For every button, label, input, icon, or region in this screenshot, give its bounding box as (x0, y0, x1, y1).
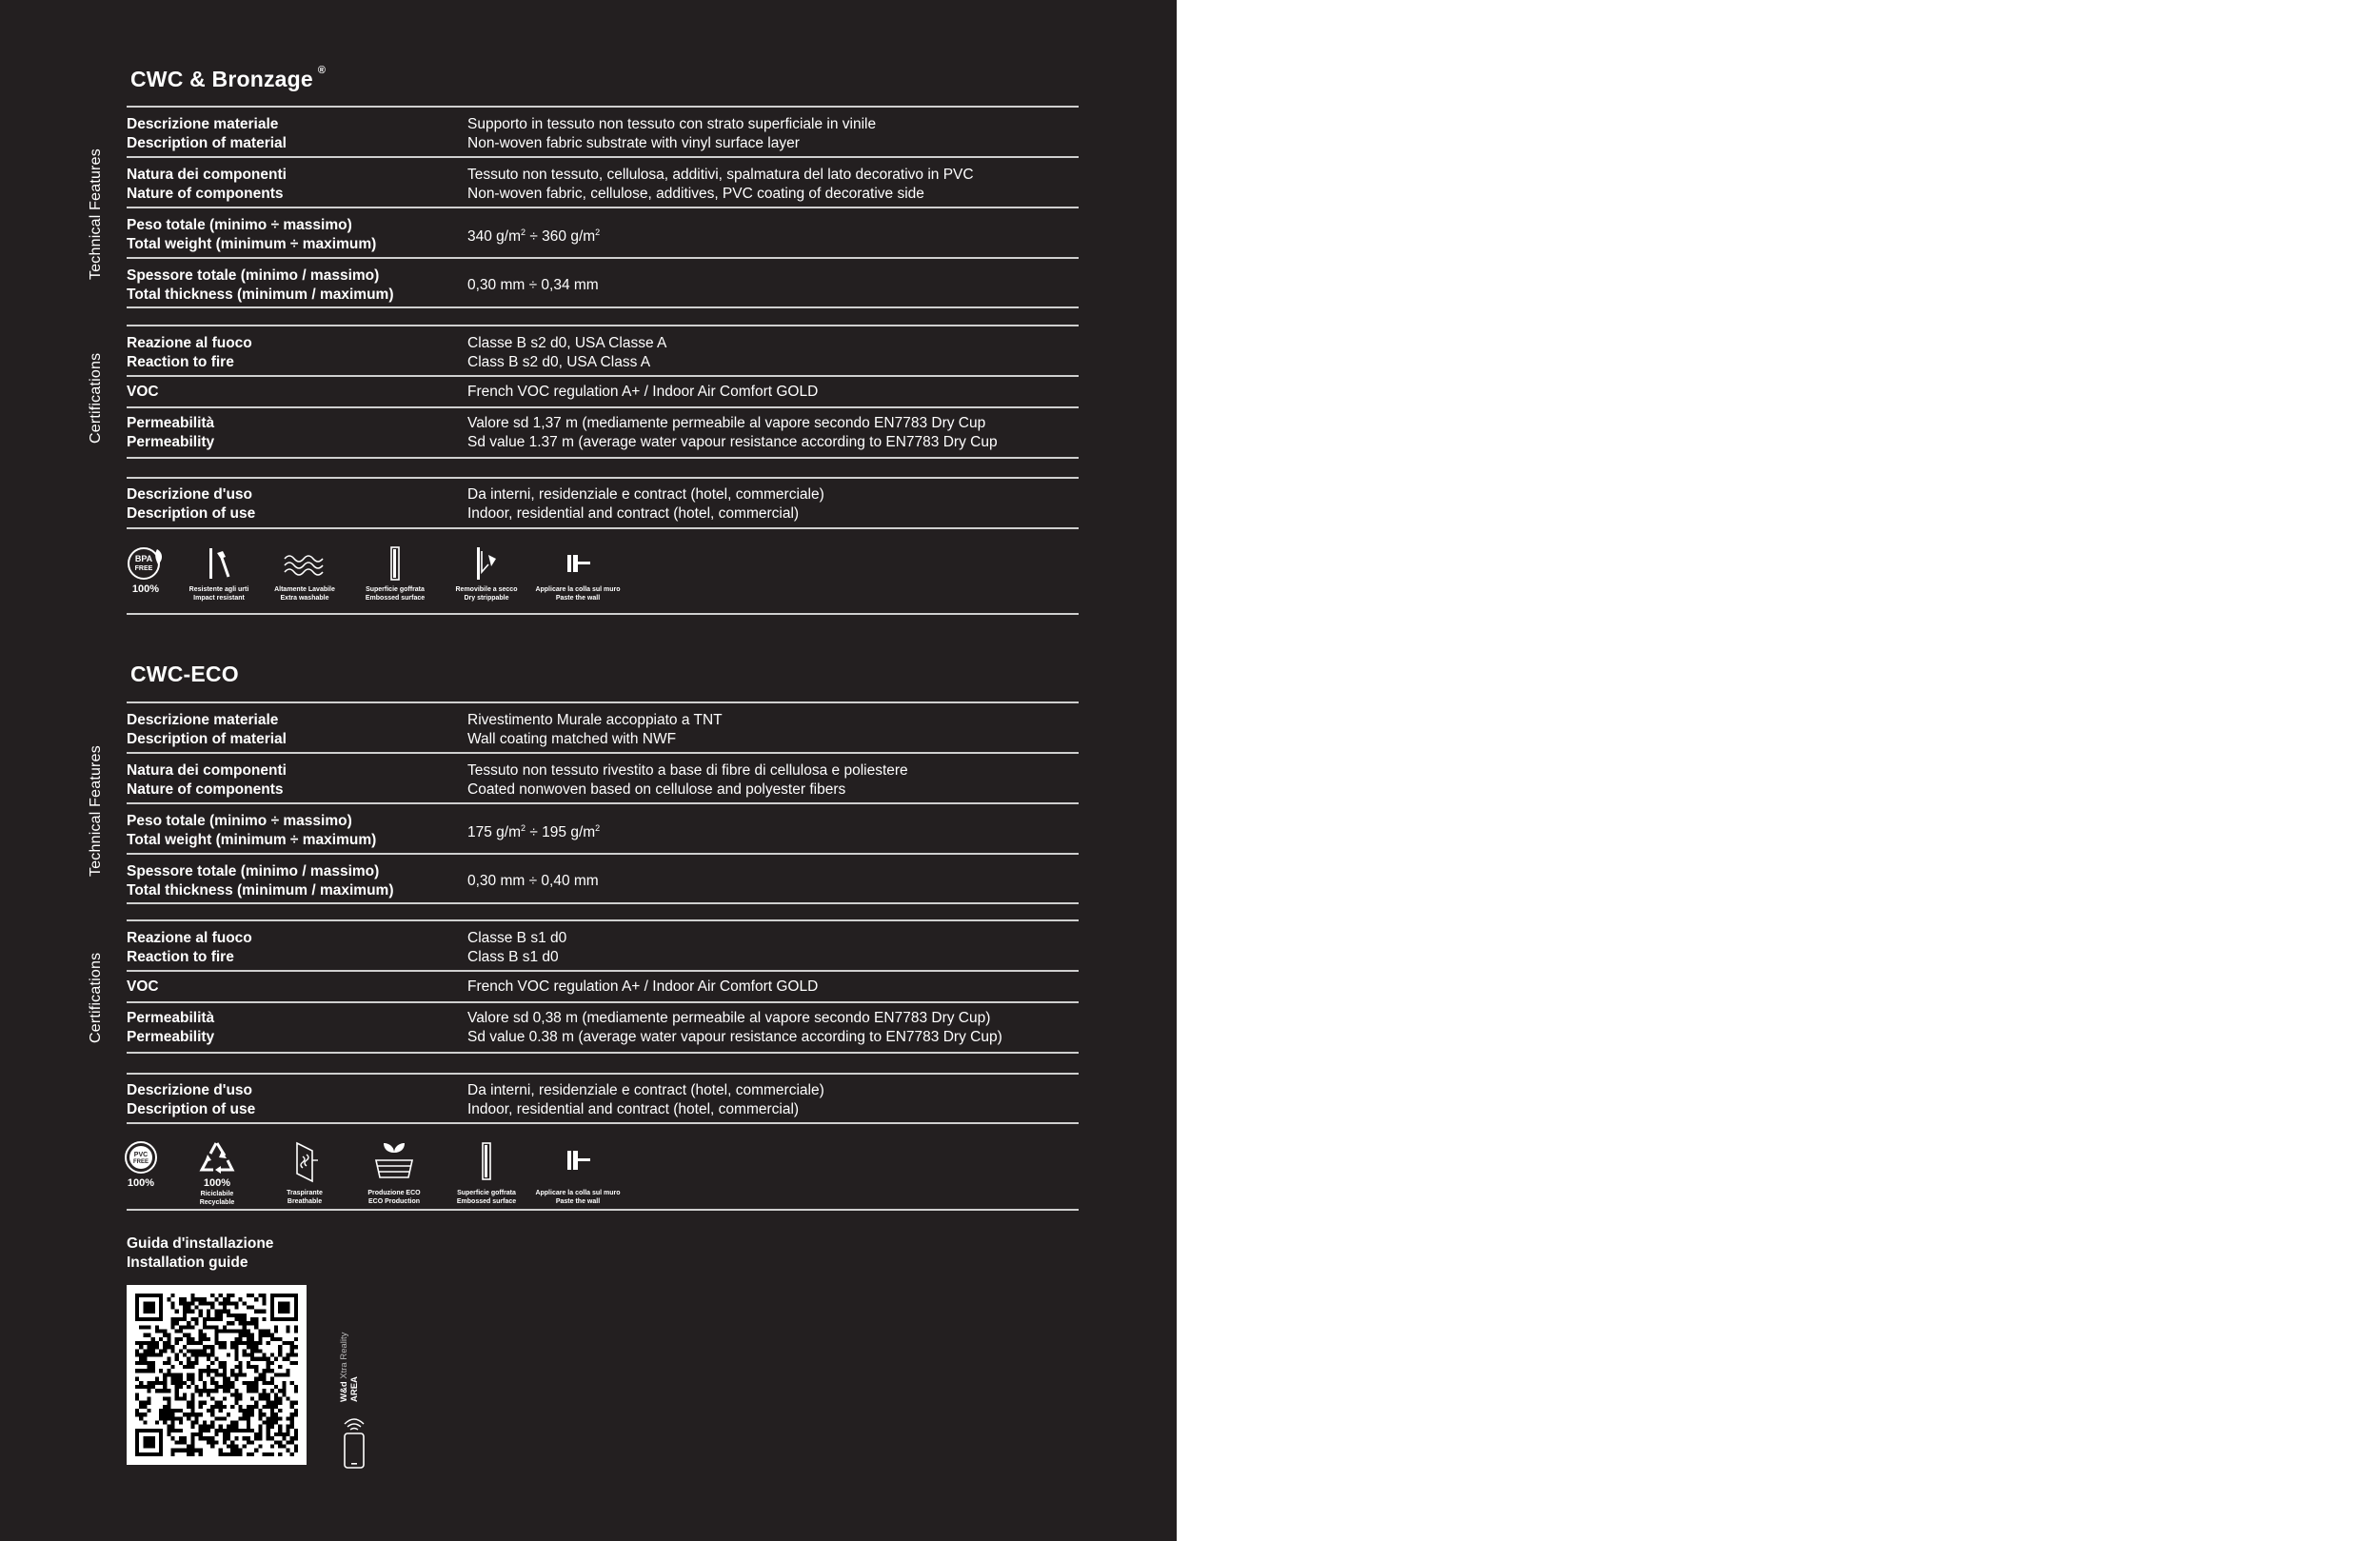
pvc-free-icon (98, 1139, 184, 1189)
row-value: Da interni, residenziale e contract (hotel, commerciale) Indoor, residential and contract (hotel, commercial) (467, 485, 824, 522)
recycle-percent: 100% (203, 1177, 231, 1189)
divider (127, 902, 1079, 904)
side-label-certifications: Certifications (88, 952, 104, 1043)
dry-strippable-icon: Removibile a secco Dry strippable (444, 545, 529, 603)
phone-ar-icon (335, 1413, 373, 1472)
row-label: Descrizione d'uso Description of use (127, 1081, 256, 1117)
row-voc (127, 974, 1079, 1000)
svg-text:FREE: FREE (134, 565, 153, 572)
row-permeability (127, 1006, 1079, 1049)
row-value: Classe B s2 d0, USA Classe A Class B s2 d0, USA Class A (467, 334, 667, 370)
row-value: Supporto in tessuto non tessuto con strato superficiale in vinile Non-woven fabric substrate with vinyl surface layer (467, 115, 877, 151)
qr-code-icon (135, 1294, 298, 1456)
row-voc (127, 379, 1079, 405)
divider (127, 106, 1079, 108)
row-components (127, 163, 1079, 206)
row-value: Classe B s1 d0 Class B s1 d0 (467, 929, 567, 965)
divider (127, 207, 1079, 208)
row-fire (127, 331, 1079, 374)
row-label: Peso totale (minimo ÷ massimo) Total weight (minimum ÷ maximum) (127, 812, 377, 848)
paste-the-wall-icon: Applicare la colla sul muro Paste the wall (535, 545, 621, 603)
row-label: Descrizione materiale Description of material (127, 115, 287, 151)
row-value: Tessuto non tessuto rivestito a base di fibre di cellulosa e poliestere Coated nonwoven based on cellulose and polyester fibers (467, 761, 908, 798)
divider (127, 375, 1079, 377)
breathable-icon: Traspirante Breathable (262, 1139, 347, 1206)
row-material (127, 112, 1079, 155)
divider (127, 1209, 1079, 1211)
divider (127, 701, 1079, 703)
row-label: Spessore totale (minimo / massimo) Total thickness (minimum / maximum) (127, 267, 394, 303)
row-thickness (127, 859, 1079, 902)
section1-title-text: CWC & Bronzage (130, 67, 313, 91)
row-components (127, 759, 1079, 801)
divider (127, 156, 1079, 158)
row-value: 175 $g/m^2 \div 195$ $g/m^2$ (467, 823, 601, 840)
recyclable-icon: 100% Riciclabile Recyclable (174, 1139, 260, 1207)
row-label: Permeabilità Permeability (127, 1009, 215, 1045)
divider (127, 1122, 1079, 1124)
row-label: Reazione al fuoco Reaction to fire (127, 334, 252, 370)
divider (127, 1073, 1079, 1075)
row-material (127, 708, 1079, 751)
registered-mark: ® (317, 65, 327, 76)
divider (127, 457, 1079, 459)
row-weight (127, 213, 1079, 256)
divider (127, 970, 1079, 972)
section2-icons (127, 1139, 1079, 1215)
bpa-caption: 100% (131, 583, 160, 595)
embossed-surface-icon: Superficie goffrata Embossed surface (444, 1139, 529, 1206)
row-label: VOC (127, 978, 159, 995)
svg-text:FREE: FREE (132, 1159, 149, 1165)
divider (127, 306, 1079, 308)
row-value: 0,30 mm ÷ 0,40 mm (467, 872, 599, 889)
side-label-technical: Technical Features (88, 745, 104, 877)
divider (127, 802, 1079, 804)
row-label: VOC (127, 384, 159, 400)
row-value: Da interni, residenziale e contract (hotel, commerciale) Indoor, residential and contract (hotel, commercial) (467, 1081, 824, 1117)
row-value: French VOC regulation A+ / Indoor Air Comfort GOLD (467, 384, 819, 400)
divider (127, 325, 1079, 326)
row-weight (127, 809, 1079, 852)
divider (127, 752, 1079, 754)
ar-area-label: W&d Xtra Reality AREA (339, 1332, 360, 1402)
row-label: Natura dei componenti Nature of components (127, 761, 287, 798)
divider (127, 477, 1079, 479)
svg-text:BPA: BPA (134, 554, 153, 563)
row-label: Reazione al fuoco Reaction to fire (127, 929, 252, 965)
row-value: Rivestimento Murale accoppiato a TNT Wall coating matched with NWF (467, 711, 723, 747)
side-label-certifications: Certifications (88, 352, 104, 444)
pvc-caption: 100% (127, 1177, 155, 1189)
row-value: Valore sd 1,37 m (mediamente permeabile al vapore secondo EN7783 Dry Cup Sd value 1.37 m (average water vapour resistance according to EN7783 Dry Cup (467, 414, 998, 450)
row-label: Natura dei componenti Nature of components (127, 166, 287, 202)
impact-resistant-icon: Resistente agli urti Impact resistant (176, 545, 262, 603)
row-value: Valore sd 0,38 m (mediamente permeabile al vapore secondo EN7783 Dry Cup) Sd value 0.38 m (average water vapour resistance according to EN7783 Dry Cup) (467, 1009, 1002, 1045)
divider (127, 853, 1079, 855)
row-thickness (127, 264, 1079, 306)
divider (127, 527, 1079, 529)
side-label-technical: Technical Features (88, 148, 104, 280)
section1-title (130, 65, 326, 92)
row-value: French VOC regulation A+ / Indoor Air Comfort GOLD (467, 978, 819, 995)
row-fire (127, 926, 1079, 969)
row-label: Descrizione materiale Description of material (127, 711, 287, 747)
section2-title: CWC-ECO (130, 662, 239, 686)
divider (127, 1001, 1079, 1003)
qr-code[interactable] (127, 1285, 307, 1465)
embossed-surface-icon: Superficie goffrata Embossed surface (352, 545, 438, 603)
installation-guide-label: Guida d'installazione Installation guide (127, 1235, 274, 1271)
divider (127, 613, 1079, 615)
row-label: Descrizione d'uso Description of use (127, 485, 256, 522)
row-value: 0,30 mm ÷ 0,34 mm (467, 276, 599, 293)
divider (127, 257, 1079, 259)
row-label: Permeabilità Permeability (127, 414, 215, 450)
svg-text:PVC: PVC (133, 1152, 149, 1158)
eco-production-icon: Produzione ECO ECO Production (351, 1139, 437, 1206)
row-use (127, 1078, 1079, 1121)
row-value: Tessuto non tessuto, cellulosa, additivi, spalmatura del lato decorativo in PVC Non-woven fabric, cellulose, additives, PVC coating of decorative side (467, 166, 974, 202)
row-value: 340 $g/m^2 \div 360$ $g/m^2$ (467, 227, 601, 245)
divider (127, 919, 1079, 921)
row-label: Spessore totale (minimo / massimo) Total thickness (minimum / maximum) (127, 862, 394, 899)
dark-panel (0, 0, 1177, 1541)
row-use (127, 483, 1079, 525)
row-permeability (127, 411, 1079, 454)
divider (127, 1052, 1079, 1054)
extra-washable-icon: Altamente Lavabile Extra washable (262, 545, 347, 603)
divider (127, 406, 1079, 408)
row-label: Peso totale (minimo ÷ massimo) Total weight (minimum ÷ maximum) (127, 216, 377, 252)
section1-icons (127, 545, 1079, 622)
paste-the-wall-icon: Applicare la colla sul muro Paste the wall (535, 1139, 621, 1206)
